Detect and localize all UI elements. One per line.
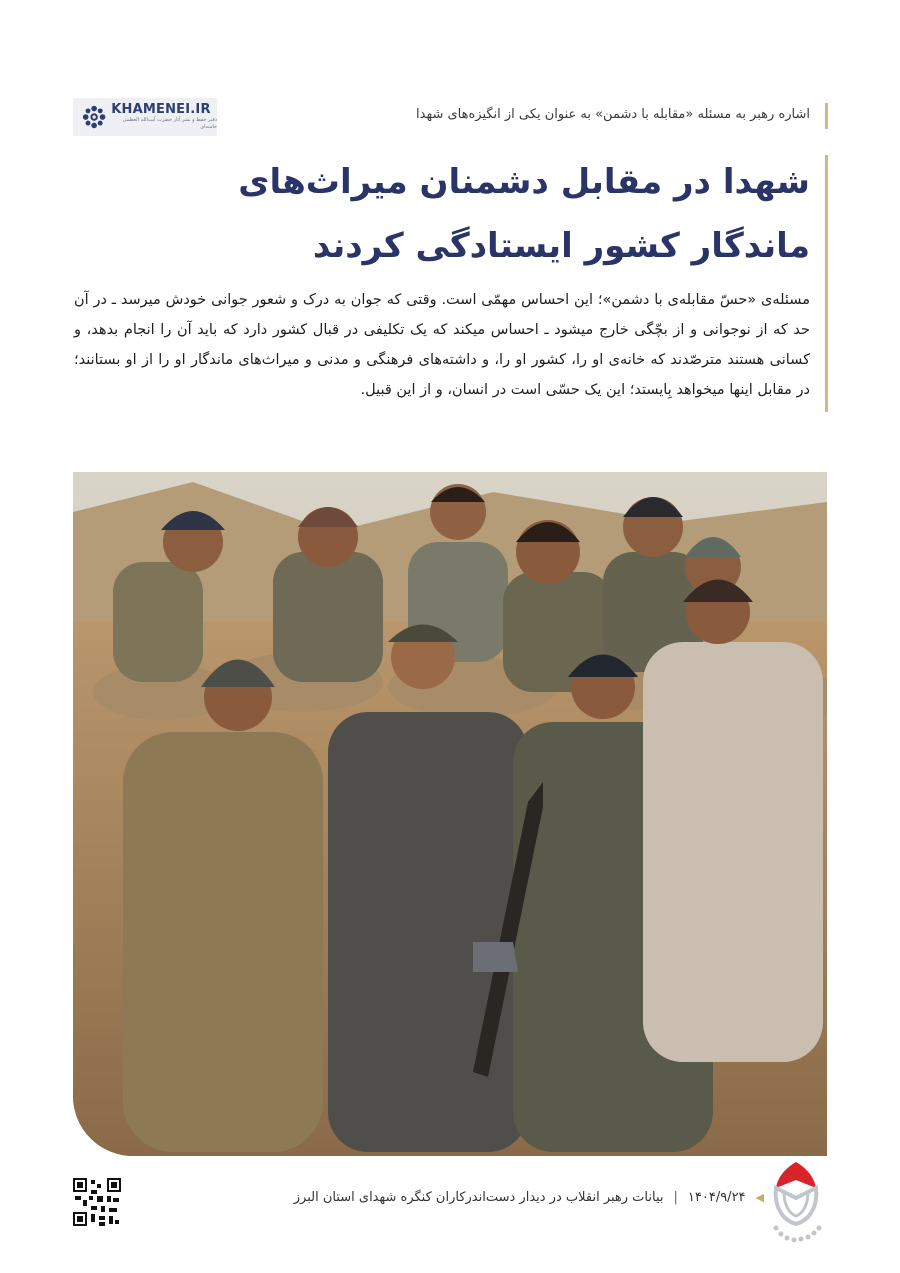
page-subtitle: اشاره رهبر به مسئله «مقابله با دشمن» به عنوان یکی از انگیزه‌های شهدا	[416, 107, 810, 122]
footer-source: بیانات رهبر انقلاب در دیدار دست‌اندرکاران کنگره شهدای استان البرز	[293, 1190, 664, 1205]
footer-source-line	[204, 1190, 764, 1205]
soldiers-photo	[73, 472, 827, 1156]
logo-subtitle: دفتر حفظ و نشر آثار حضرت آیت‌الله العظمی خامنه‌ای	[122, 117, 217, 130]
logo-emblem-icon	[81, 103, 107, 131]
subtitle-accent-bar	[825, 103, 828, 129]
khamenei-logo[interactable]	[73, 98, 217, 136]
title-accent-bar	[825, 155, 828, 412]
photo-soldiers-group-icon	[73, 472, 827, 1156]
quote-body: مسئله‌ی «حسّ مقابله‌ی با دشمن»؛ این احساس مهمّی است. وقتی که جوان به درک و شعور جوانی خودش میرسد ـ در آن حد که از نوجوانی و از بچّگی خارج میشود ـ احساس میکند که یک تکلیفی در قبال کشور دارد که باید آن را انجام بدهد، و کسانی هستند مترصّدند که خانه‌ی او را، کشور او را، و داشته‌های فرهنگی و مدنی و میراث‌های ماندگار او را از او بستانند؛ در مقابل اینها میخواهد بِایستد؛ این یک حسّی است در انسان، و از این قبیل.	[74, 292, 810, 398]
page-title	[160, 150, 810, 278]
footer-arrow-icon: ◀	[755, 1191, 764, 1204]
title-line-2: ماندگار کشور ایستادگی کردند	[312, 226, 810, 266]
logo-name: KHAMENEI.IR	[111, 102, 211, 117]
footer-date: ۱۴۰۴/۹/۲۴	[687, 1190, 746, 1205]
tulip-emblem-icon	[764, 1158, 828, 1250]
footer-separator: |	[673, 1190, 678, 1205]
qr-code-icon[interactable]	[73, 1178, 121, 1226]
title-line-1: شهدا در مقابل دشمنان میراث‌های	[238, 162, 810, 202]
